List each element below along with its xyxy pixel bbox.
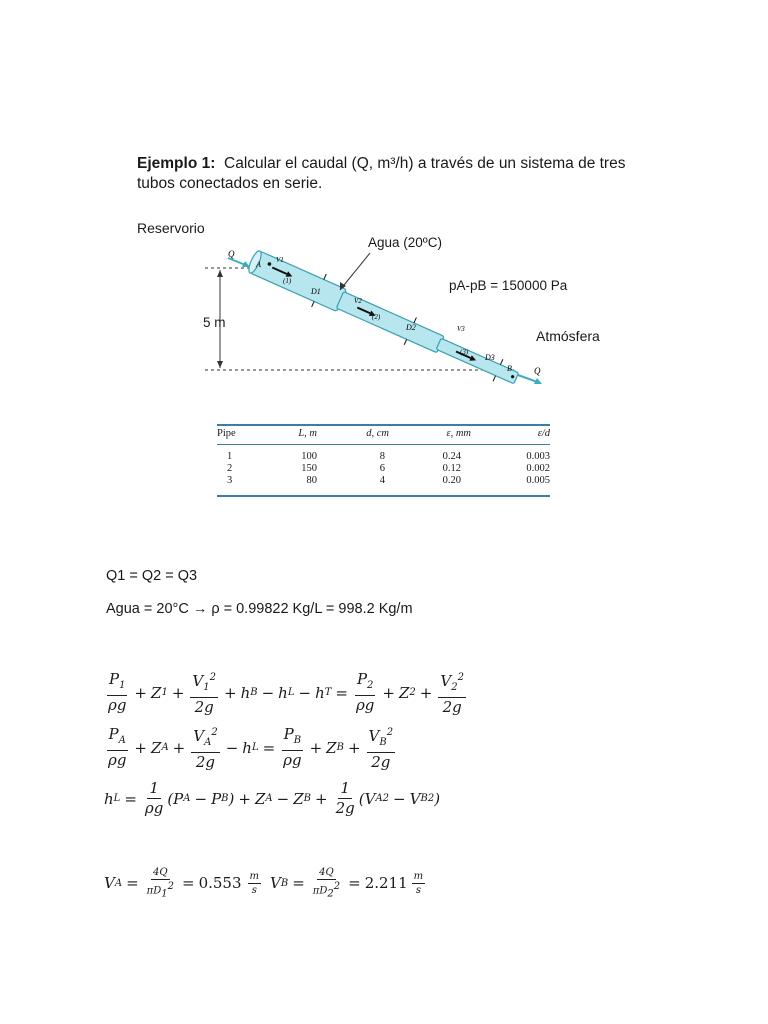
d1-label: D1 <box>311 287 321 296</box>
energy-equation-general: $\frac{P_1}{\rho g}$ + Z 1 + $\frac{V_1^2}{2g}$ + h B − h L − h T = $\frac{P_2}{\rho g}$ + Z 2 + $\frac{V_2^2}{2g}$ <box>108 670 464 716</box>
v2-label: V2 <box>354 297 362 305</box>
head-loss-equation: h L = $\frac{1}{\rho g}$ (P A − P B ) + Z A − Z B + $\frac{1}{2g}$ (V A 2 − V B 2 ) <box>104 779 441 817</box>
header-diameter: d, cm <box>366 428 389 439</box>
header-pipe: Pipe <box>217 428 236 439</box>
velocity-a-value: 0.553 <box>198 874 242 893</box>
water-leader-line <box>340 253 370 290</box>
d3-label: D3 <box>485 353 495 362</box>
atmosphere-label: Atmósfera <box>536 328 600 344</box>
reservoir-label: Reservorio <box>137 220 205 236</box>
example-line1: Calcular el caudal (Q, m³/h) a través de un sistema de tres <box>224 155 626 172</box>
pipe-2 <box>336 292 444 353</box>
header-relative-roughness: ε/d <box>537 428 550 439</box>
example-prefix: Ejemplo 1: <box>137 155 216 172</box>
d2-label: D2 <box>406 323 416 332</box>
table-row: 1 100 8 0.24 0.003 <box>227 451 550 462</box>
pipe-system <box>244 244 524 390</box>
point-b-label: B <box>507 364 512 373</box>
pipe-1 <box>250 251 347 312</box>
q-out-label: Q <box>534 366 541 376</box>
example-line2: tubos conectados en serie. <box>137 175 323 192</box>
height-label: 5 m <box>203 315 226 330</box>
v3-label: V3 <box>457 325 465 333</box>
water-density-line: Agua = 20°C → ρ = 0.99822 Kg/L = 998.2 Kg/m <box>106 601 413 617</box>
pipe3-number: (3) <box>460 348 469 356</box>
q-in-label: Q <box>228 249 235 259</box>
pipe-table <box>217 424 550 497</box>
pipe1-number: (1) <box>283 277 292 285</box>
point-a-label: A <box>256 260 261 269</box>
pipe-diagram <box>195 230 625 390</box>
arrow-up-icon <box>217 270 223 277</box>
arrow-down-icon <box>217 361 223 368</box>
pressure-label: pA-pB = 150000 Pa <box>449 278 568 293</box>
table-row: 2 150 6 0.12 0.002 <box>227 463 550 474</box>
velocity-b: V B = $\frac{4Q}{\pi D_2^2}$ = 2.211 $\frac{m}{s}$ <box>270 867 424 900</box>
table-bottom-rule <box>217 495 550 497</box>
flow-equality: Q1 = Q2 = Q3 <box>106 568 198 584</box>
v1-label: V1 <box>276 256 284 264</box>
velocity-b-value: 2.211 <box>364 874 408 893</box>
pipe2-number: (2) <box>372 313 381 321</box>
example-title <box>137 154 637 194</box>
energy-equation-ab: $\frac{P_A}{\rho g}$ + Z A + $\frac{V_A^2}{2g}$ − h L = $\frac{P_B}{\rho g}$ + Z B + $\frac{V_B^2}{2g}$ <box>108 725 394 771</box>
header-roughness: ε, mm <box>446 428 471 439</box>
water-label: Agua (20ºC) <box>368 235 442 250</box>
table-row: 3 80 4 0.20 0.005 <box>227 475 550 486</box>
header-length: L, m <box>298 428 317 439</box>
pipe-3 <box>436 338 519 384</box>
velocity-a: V A = $\frac{4Q}{\pi D_1^2}$ = 0.553 $\frac{m}{s}$ <box>104 867 260 900</box>
